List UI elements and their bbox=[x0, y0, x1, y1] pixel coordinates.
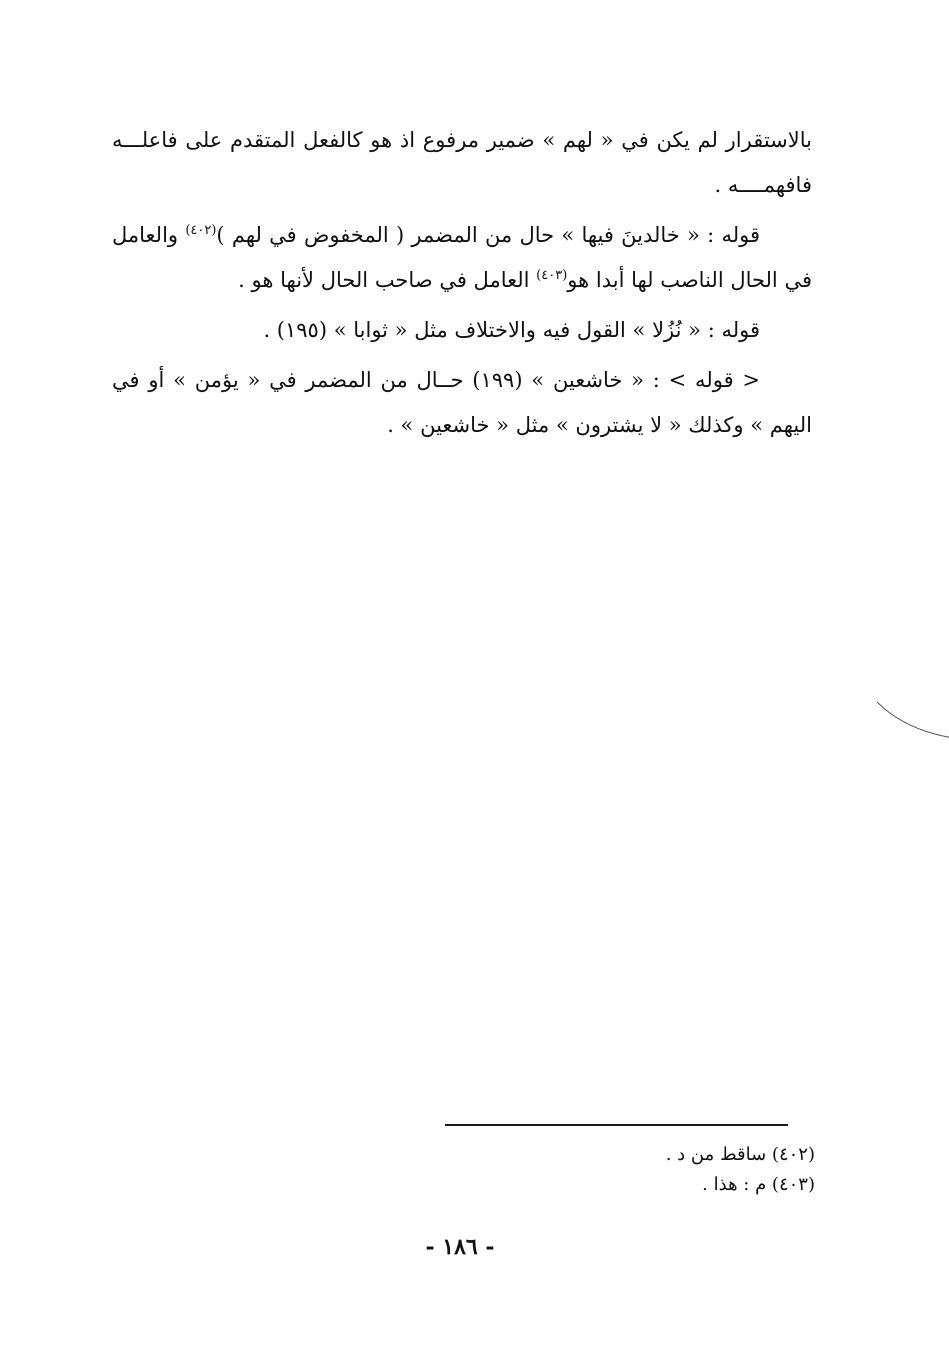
footnote-403: (٤٠٣) م : هذا . bbox=[702, 1174, 815, 1195]
footnote-402: (٤٠٢) ساقط من د . bbox=[665, 1144, 815, 1165]
footnote-separator bbox=[445, 1124, 788, 1126]
paragraph-4-text: < قوله > : « خاشعين » (١٩٩) حــال من المضمر في « يؤمن » أو في اليهم » وكذلك « لا يشترون » مثل « خاشعين » . bbox=[112, 368, 812, 437]
page-number: - ١٨٦ - bbox=[425, 1234, 495, 1260]
paragraph-3 bbox=[112, 308, 812, 353]
footnote-reference-402: (٤٠٢) bbox=[185, 223, 217, 238]
paragraph-2-text-c: العامل في صاحب الحال لأنها هو . bbox=[238, 268, 530, 292]
footnotes bbox=[560, 1140, 815, 1200]
paragraph-2 bbox=[112, 213, 812, 303]
paragraph-2-text-a: قوله : « خالدينَ فيها » حال من المضمر ( المخفوض في لهم ) bbox=[216, 223, 760, 247]
paragraph-2-text-b: والعامل في الحال الناصب لها أبدا هو bbox=[112, 223, 812, 292]
scan-artifact-line bbox=[875, 690, 949, 750]
paragraph-1 bbox=[112, 118, 812, 208]
footnote-reference-403: (٤٠٣) bbox=[536, 268, 568, 283]
main-text bbox=[112, 118, 812, 453]
paragraph-1-text: بالاستقرار لم يكن في « لهم » ضمير مرفوع اذ هو كالفعل المتقدم على فاعلـــه فافهمــــه . bbox=[112, 128, 812, 197]
paragraph-3-text: قوله : « نُزُلا » القول فيه والاختلاف مثل « ثوابا » (١٩٥) . bbox=[263, 318, 760, 342]
paragraph-4 bbox=[112, 358, 812, 448]
